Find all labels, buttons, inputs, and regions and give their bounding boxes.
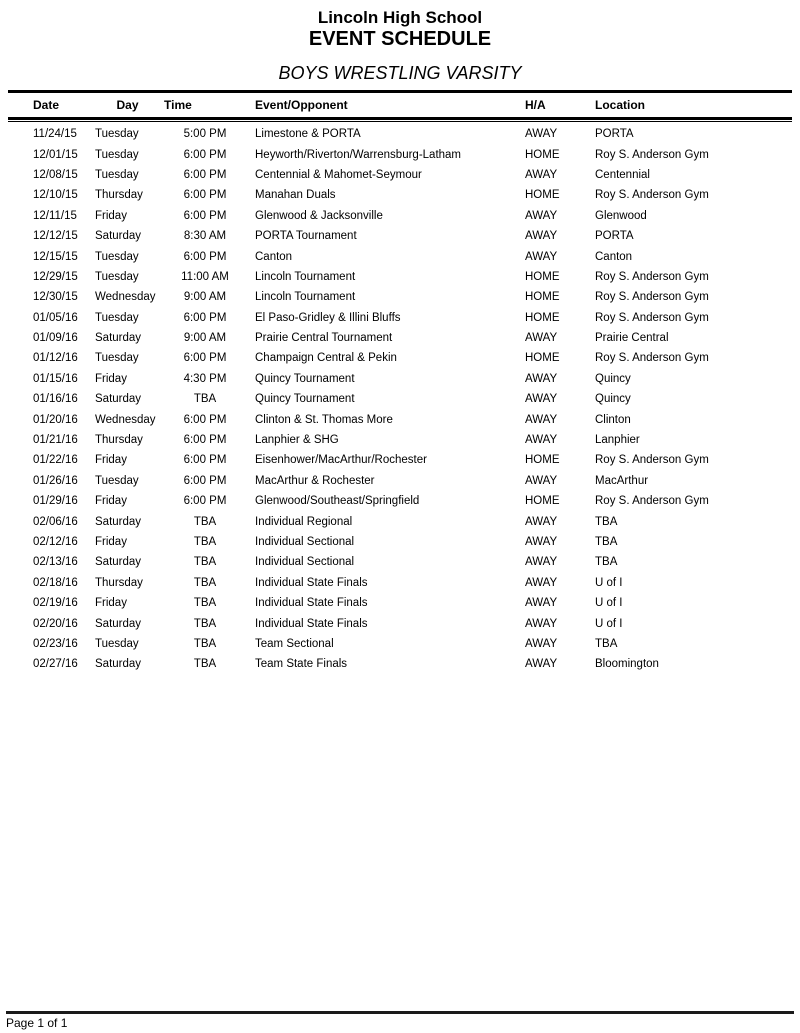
cell-day: Tuesday [95,637,139,650]
cell-day: Saturday [95,515,142,528]
cell-ha: AWAY [525,372,558,385]
cell-ha: HOME [525,270,560,283]
cell-event: Lincoln Tournament [255,270,356,283]
cell-day: Saturday [95,332,142,345]
cell-location: U of I [595,597,623,610]
column-header-h-a: H/A [525,98,546,112]
cell-ha: HOME [525,352,560,365]
table-row [8,308,792,328]
cell-date: 02/20/16 [33,617,78,630]
cell-location: Roy S. Anderson Gym [595,311,709,324]
school-name: Lincoln High School [317,8,483,27]
cell-time: 6:00 PM [183,311,227,324]
cell-event: Individual Sectional [255,556,355,569]
cell-ha: AWAY [525,332,558,345]
cell-event: Team Sectional [255,637,334,650]
cell-date: 01/26/16 [33,474,78,487]
cell-location: Roy S. Anderson Gym [595,352,709,365]
cell-day: Tuesday [95,148,139,161]
cell-day: Tuesday [95,270,139,283]
cell-time: TBA [193,515,217,528]
cell-event: Individual Regional [255,515,353,528]
cell-event: Canton [255,250,293,263]
table-row [8,450,792,470]
cell-date: 01/20/16 [33,413,78,426]
table-row [8,430,792,450]
cell-location: Bloomington [595,658,659,671]
cell-location: Roy S. Anderson Gym [595,495,709,508]
cell-ha: HOME [525,148,560,161]
table-row [8,348,792,368]
cell-location: Roy S. Anderson Gym [595,189,709,202]
cell-location: Lanphier [595,434,640,447]
cell-date: 01/21/16 [33,434,78,447]
table-row [8,573,792,593]
table-row [8,369,792,389]
cell-time: TBA [193,576,217,589]
cell-location: Quincy [595,393,631,406]
cell-location: U of I [595,617,623,630]
cell-time: 8:30 AM [183,230,227,243]
cell-time: TBA [193,658,217,671]
page-number: Page 1 of 1 [6,1016,68,1030]
cell-time: TBA [193,536,217,548]
table-row [8,328,792,348]
cell-location: TBA [595,637,618,650]
cell-time: 6:00 PM [183,189,227,202]
cell-time: TBA [193,393,217,406]
cell-day: Friday [95,495,127,508]
table-row [8,654,792,674]
cell-time: 9:00 AM [183,332,227,345]
cell-event: MacArthur & Rochester [255,474,375,487]
cell-event: El Paso-Gridley & Illini Bluffs [255,311,401,324]
cell-day: Thursday [95,189,143,202]
cell-time: 6:00 PM [183,495,227,508]
cell-ha: AWAY [525,536,558,548]
cell-date: 02/23/16 [33,637,78,650]
cell-location: Roy S. Anderson Gym [595,454,709,467]
cell-event: Individual State Finals [255,597,368,610]
cell-time: 6:00 PM [183,474,227,487]
cell-date: 11/24/15 [33,128,77,141]
table-row [8,226,792,246]
column-header-date: Date [33,98,60,112]
cell-ha: AWAY [525,576,558,589]
page-title: EVENT SCHEDULE [308,28,492,50]
cell-day: Friday [95,536,127,548]
cell-time: 5:00 PM [183,128,227,141]
table-row [8,144,792,164]
cell-location: Centennial [595,168,650,181]
cell-day: Tuesday [95,128,139,141]
cell-time: 6:00 PM [183,209,227,222]
cell-event: PORTA Tournament [255,230,357,243]
cell-location: Roy S. Anderson Gym [595,270,709,283]
cell-ha: HOME [525,189,560,202]
cell-ha: AWAY [525,556,558,569]
cell-event: Quincy Tournament [255,393,355,406]
table-row [8,267,792,287]
cell-event: Individual Sectional [255,536,355,548]
table-header-row [8,93,792,117]
cell-time: 11:00 AM [181,270,229,283]
column-header-time: Time [164,98,192,112]
cell-date: 01/16/16 [33,393,78,406]
cell-date: 12/01/15 [33,148,78,161]
cell-date: 01/12/16 [33,352,78,365]
cell-day: Saturday [95,617,142,630]
column-header-event-opponent: Event/Opponent [255,98,348,112]
cell-location: Roy S. Anderson Gym [595,291,709,304]
table-body [8,122,792,675]
cell-ha: AWAY [525,250,558,263]
cell-time: 4:30 PM [183,372,227,385]
cell-ha: AWAY [525,128,558,141]
cell-location: PORTA [595,230,634,243]
cell-ha: AWAY [525,413,558,426]
cell-location: Quincy [595,372,631,385]
table-row [8,471,792,491]
cell-date: 02/12/16 [33,536,78,548]
cell-day: Saturday [95,556,142,569]
cell-location: TBA [595,515,618,528]
table-row [8,185,792,205]
team-subtitle: BOYS WRESTLING VARSITY [278,63,522,83]
column-header-day: Day [116,98,139,112]
cell-date: 02/13/16 [33,556,78,569]
schedule-table [8,90,792,675]
cell-location: MacArthur [595,474,649,487]
cell-time: 6:00 PM [183,352,227,365]
cell-ha: HOME [525,291,560,304]
cell-time: TBA [193,556,217,569]
cell-ha: AWAY [525,658,558,671]
cell-ha: AWAY [525,637,558,650]
cell-location: Clinton [595,413,631,426]
table-row [8,206,792,226]
cell-date: 12/10/15 [33,189,78,202]
cell-ha: AWAY [525,168,558,181]
footer-rule [6,1011,794,1014]
cell-location: Roy S. Anderson Gym [595,148,709,161]
table-row [8,124,792,144]
cell-date: 12/29/15 [33,270,78,283]
cell-time: TBA [193,597,217,610]
cell-event: Lincoln Tournament [255,291,356,304]
cell-ha: AWAY [525,209,558,222]
cell-location: Canton [595,250,633,263]
cell-event: Quincy Tournament [255,372,355,385]
cell-location: Glenwood [595,209,647,222]
cell-date: 01/22/16 [33,454,78,467]
cell-ha: AWAY [525,393,558,406]
cell-date: 12/08/15 [33,168,78,181]
cell-time: 6:00 PM [183,413,227,426]
cell-event: Glenwood & Jacksonville [255,209,383,222]
cell-ha: AWAY [525,474,558,487]
cell-day: Saturday [95,230,142,243]
table-row [8,165,792,185]
cell-location: Prairie Central [595,332,669,345]
cell-time: 6:00 PM [183,250,227,263]
cell-date: 12/15/15 [33,250,78,263]
cell-location: TBA [595,556,618,569]
cell-time: 6:00 PM [183,168,227,181]
cell-day: Saturday [95,393,142,406]
cell-day: Thursday [95,434,143,447]
cell-event: Individual State Finals [255,617,368,630]
cell-date: 01/09/16 [33,332,78,345]
table-row [8,532,792,552]
cell-day: Friday [95,372,127,385]
table-row [8,409,792,429]
cell-event: Heyworth/Riverton/Warrensburg-Latham [255,148,462,161]
cell-day: Friday [95,209,127,222]
cell-time: 6:00 PM [183,148,227,161]
cell-date: 02/19/16 [33,597,78,610]
table-row [8,491,792,511]
cell-event: Champaign Central & Pekin [255,352,397,365]
cell-event: Limestone & PORTA [255,128,361,141]
cell-time: 6:00 PM [183,454,227,467]
cell-day: Tuesday [95,311,139,324]
cell-date: 02/18/16 [33,576,78,589]
cell-event: Centennial & Mahomet-Seymour [255,168,422,181]
cell-event: Manahan Duals [255,189,336,202]
cell-day: Friday [95,597,127,610]
cell-date: 12/12/15 [33,230,78,243]
cell-event: Individual State Finals [255,576,368,589]
table-row [8,389,792,409]
table-row [8,613,792,633]
cell-ha: AWAY [525,617,558,630]
cell-event: Lanphier & SHG [255,434,339,447]
cell-event: Team State Finals [255,658,348,671]
table-row [8,593,792,613]
column-header-location: Location [595,98,645,112]
cell-day: Tuesday [95,250,139,263]
cell-date: 12/11/15 [33,209,77,222]
cell-day: Tuesday [95,352,139,365]
cell-time: TBA [193,617,217,630]
cell-date: 01/29/16 [33,495,78,508]
cell-event: Glenwood/Southeast/Springfield [255,495,420,508]
cell-date: 02/27/16 [33,658,78,671]
table-row [8,552,792,572]
cell-location: PORTA [595,128,634,141]
cell-day: Thursday [95,576,143,589]
cell-time: 9:00 AM [183,291,227,304]
table-row [8,287,792,307]
cell-ha: AWAY [525,434,558,447]
cell-time: 6:00 PM [183,434,227,447]
cell-ha: AWAY [525,230,558,243]
cell-ha: AWAY [525,515,558,528]
cell-event: Prairie Central Tournament [255,332,393,345]
cell-ha: HOME [525,454,560,467]
cell-day: Saturday [95,658,142,671]
cell-day: Tuesday [95,168,139,181]
cell-date: 02/06/16 [33,515,78,528]
cell-day: Wednesday [95,413,156,426]
page-footer [6,1011,794,1030]
cell-location: TBA [595,536,618,548]
table-row [8,511,792,531]
cell-time: TBA [193,637,217,650]
cell-date: 01/15/16 [33,372,78,385]
table-row [8,634,792,654]
table-row [8,246,792,266]
cell-date: 12/30/15 [33,291,78,304]
cell-date: 01/05/16 [33,311,78,324]
cell-day: Friday [95,454,127,467]
cell-day: Wednesday [95,291,156,304]
cell-event: Eisenhower/MacArthur/Rochester [255,454,427,467]
cell-location: U of I [595,576,623,589]
cell-ha: AWAY [525,597,558,610]
cell-ha: HOME [525,495,560,508]
cell-event: Clinton & St. Thomas More [255,413,393,426]
cell-ha: HOME [525,311,560,324]
cell-day: Tuesday [95,474,139,487]
